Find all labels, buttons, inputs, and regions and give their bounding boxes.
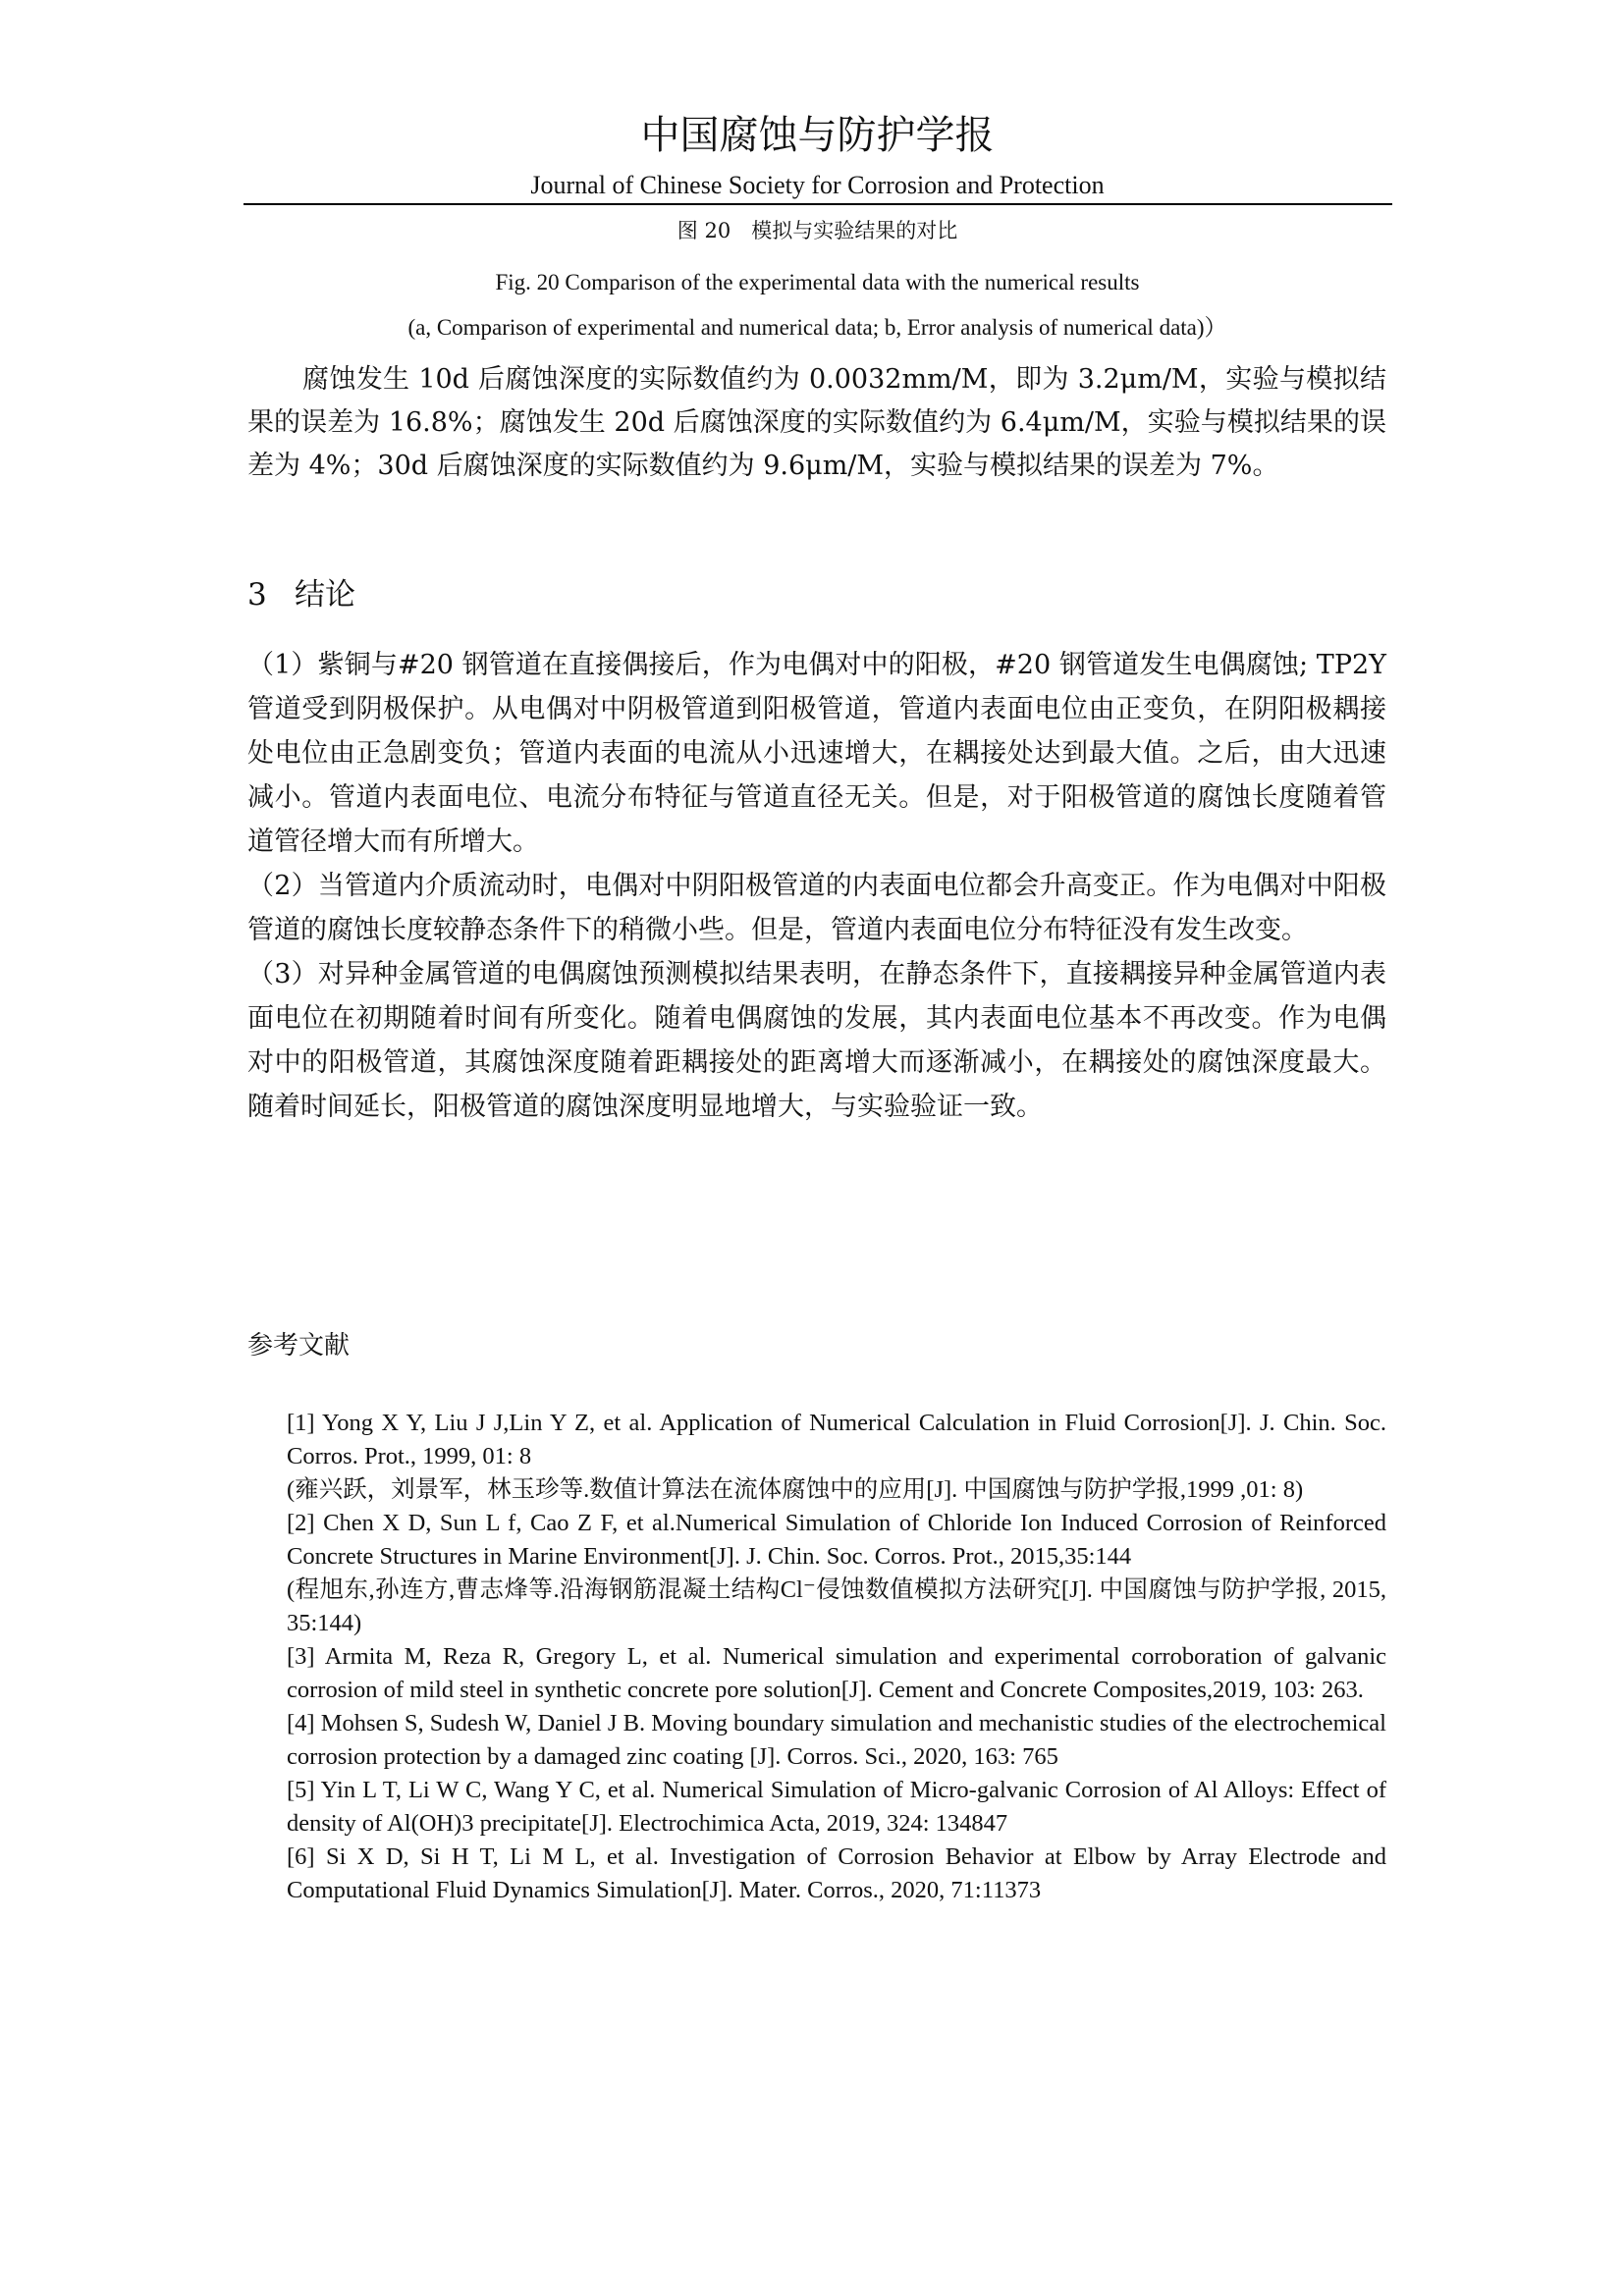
reference-item: [5] Yin L T, Li W C, Wang Y C, et al. Numerical Simulation of Micro-galvanic Corrosion of Al Alloys: Effect of density of Al(OH)3 precipitate[J]. Electrochimica Acta, 2019, 324: 134847 bbox=[287, 1777, 1386, 1837]
conclusion-item: （2）当管道内介质流动时，电偶对中阴阳极管道的内表面电位都会升高变正。作为电偶对中阳极管道的腐蚀长度较静态条件下的稍微小些。但是，管道内表面电位分布特征没有发生改变。 bbox=[247, 871, 1386, 945]
references-heading: 参考文献 bbox=[247, 1331, 351, 1361]
reference-item: [1] Yong X Y, Liu J J,Lin Y Z, et al. Application of Numerical Calculation in Fluid Corrosion[J]. J. Chin. Soc. Corros. Prot., 1999, 01: 8 bbox=[287, 1410, 1386, 1469]
body-paragraph: 腐蚀发生 10d 后腐蚀深度的实际数值约为 0.0032mm/M，即为 3.2μm/M，实验与模拟结果的误差为 16.8%；腐蚀发生 20d 后腐蚀深度的实际数值约为 6.4μm/M，实验与模拟结果的误差为 4%；30d 后腐蚀深度的实际数值约为 9.6μm/M，实验与模拟结果的误差为 7%。 bbox=[247, 364, 1386, 481]
section-title: 结论 bbox=[295, 577, 355, 613]
figure-caption-subtitle: (a, Comparison of experimental and numerical data; b, Error analysis of numerical data)） bbox=[407, 315, 1227, 340]
header-rule bbox=[244, 203, 1392, 205]
journal-title-en: Journal of Chinese Society for Corrosion and Protection bbox=[530, 171, 1105, 199]
section-number: 3 bbox=[247, 577, 267, 613]
journal-title-cn: 中国腐蚀与防护学报 bbox=[640, 113, 995, 158]
conclusion-item: （3）对异种金属管道的电偶腐蚀预测模拟结果表明，在静态条件下，直接耦接异种金属管道内表面电位在初期随着时间有所变化。随着电偶腐蚀的发展，其内表面电位基本不再改变。作为电偶对中的阳极管道，其腐蚀深度随着距耦接处的距离增大而逐渐减小，在耦接处的腐蚀深度最大。随着时间延长，阳极管道的腐蚀深度明显地增大，与实验验证一致。 bbox=[247, 959, 1386, 1122]
reference-list bbox=[287, 1407, 1386, 1907]
reference-item: [2] Chen X D, Sun L f, Cao Z F, et al.Numerical Simulation of Chloride Ion Induced Corrosion of Reinforced Concrete Structures in Marine Environment[J]. J. Chin. Soc. Corros. Prot., 2015,35:144 bbox=[287, 1510, 1386, 1570]
conclusion-item: （1）紫铜与#20 钢管道在直接偶接后，作为电偶对中的阳极，#20 钢管道发生电偶腐蚀; TP2Y 管道受到阴极保护。从电偶对中阴极管道到阳极管道，管道内表面电位由正变负，在阴阳极耦接处电位由正急剧变负；管道内表面的电流从小迅速增大，在耦接处达到最大值。之后，由大迅速减小。管道内表面电位、电流分布特征与管道直径无关。但是，对于阳极管道的腐蚀长度随着管道管径增大而有所增大。 bbox=[247, 650, 1386, 857]
reference-item: [6] Si X D, Si H T, Li M L, et al. Investigation of Corrosion Behavior at Elbow by Array Electrode and Computational Fluid Dynamics Simulation[J]. Mater. Corros., 2020, 71:11373 bbox=[287, 1843, 1386, 1903]
section-heading-conclusion bbox=[247, 574, 355, 615]
conclusion-list bbox=[247, 643, 1386, 1129]
reference-item: (程旭东,孙连方,曹志烽等.沿海钢筋混凝土结构Cl⁻侵蚀数值模拟方法研究[J]. 中国腐蚀与防护学报, 2015, 35:144) bbox=[287, 1576, 1386, 1636]
reference-item: [4] Mohsen S, Sudesh W, Daniel J B. Moving boundary simulation and mechanistic studies of the electrochemical corrosion protection by a damaged zinc coating [J]. Corros. Sci., 2020, 163: 765 bbox=[287, 1710, 1386, 1770]
figure-caption-cn: 图 20 模拟与实验结果的对比 bbox=[677, 219, 958, 242]
reference-item: (雍兴跃，刘景军，林玉珍等.数值计算法在流体腐蚀中的应用[J]. 中国腐蚀与防护学报,1999 ,01: 8) bbox=[287, 1476, 1304, 1503]
reference-item: [3] Armita M, Reza R, Gregory L, et al. Numerical simulation and experimental corroboration of galvanic corrosion of mild steel in synthetic concrete pore solution[J]. Cement and Concrete Composites,2019, 103: 263. bbox=[287, 1643, 1386, 1703]
figure-caption-en: Fig. 20 Comparison of the experimental data with the numerical results bbox=[495, 270, 1140, 294]
